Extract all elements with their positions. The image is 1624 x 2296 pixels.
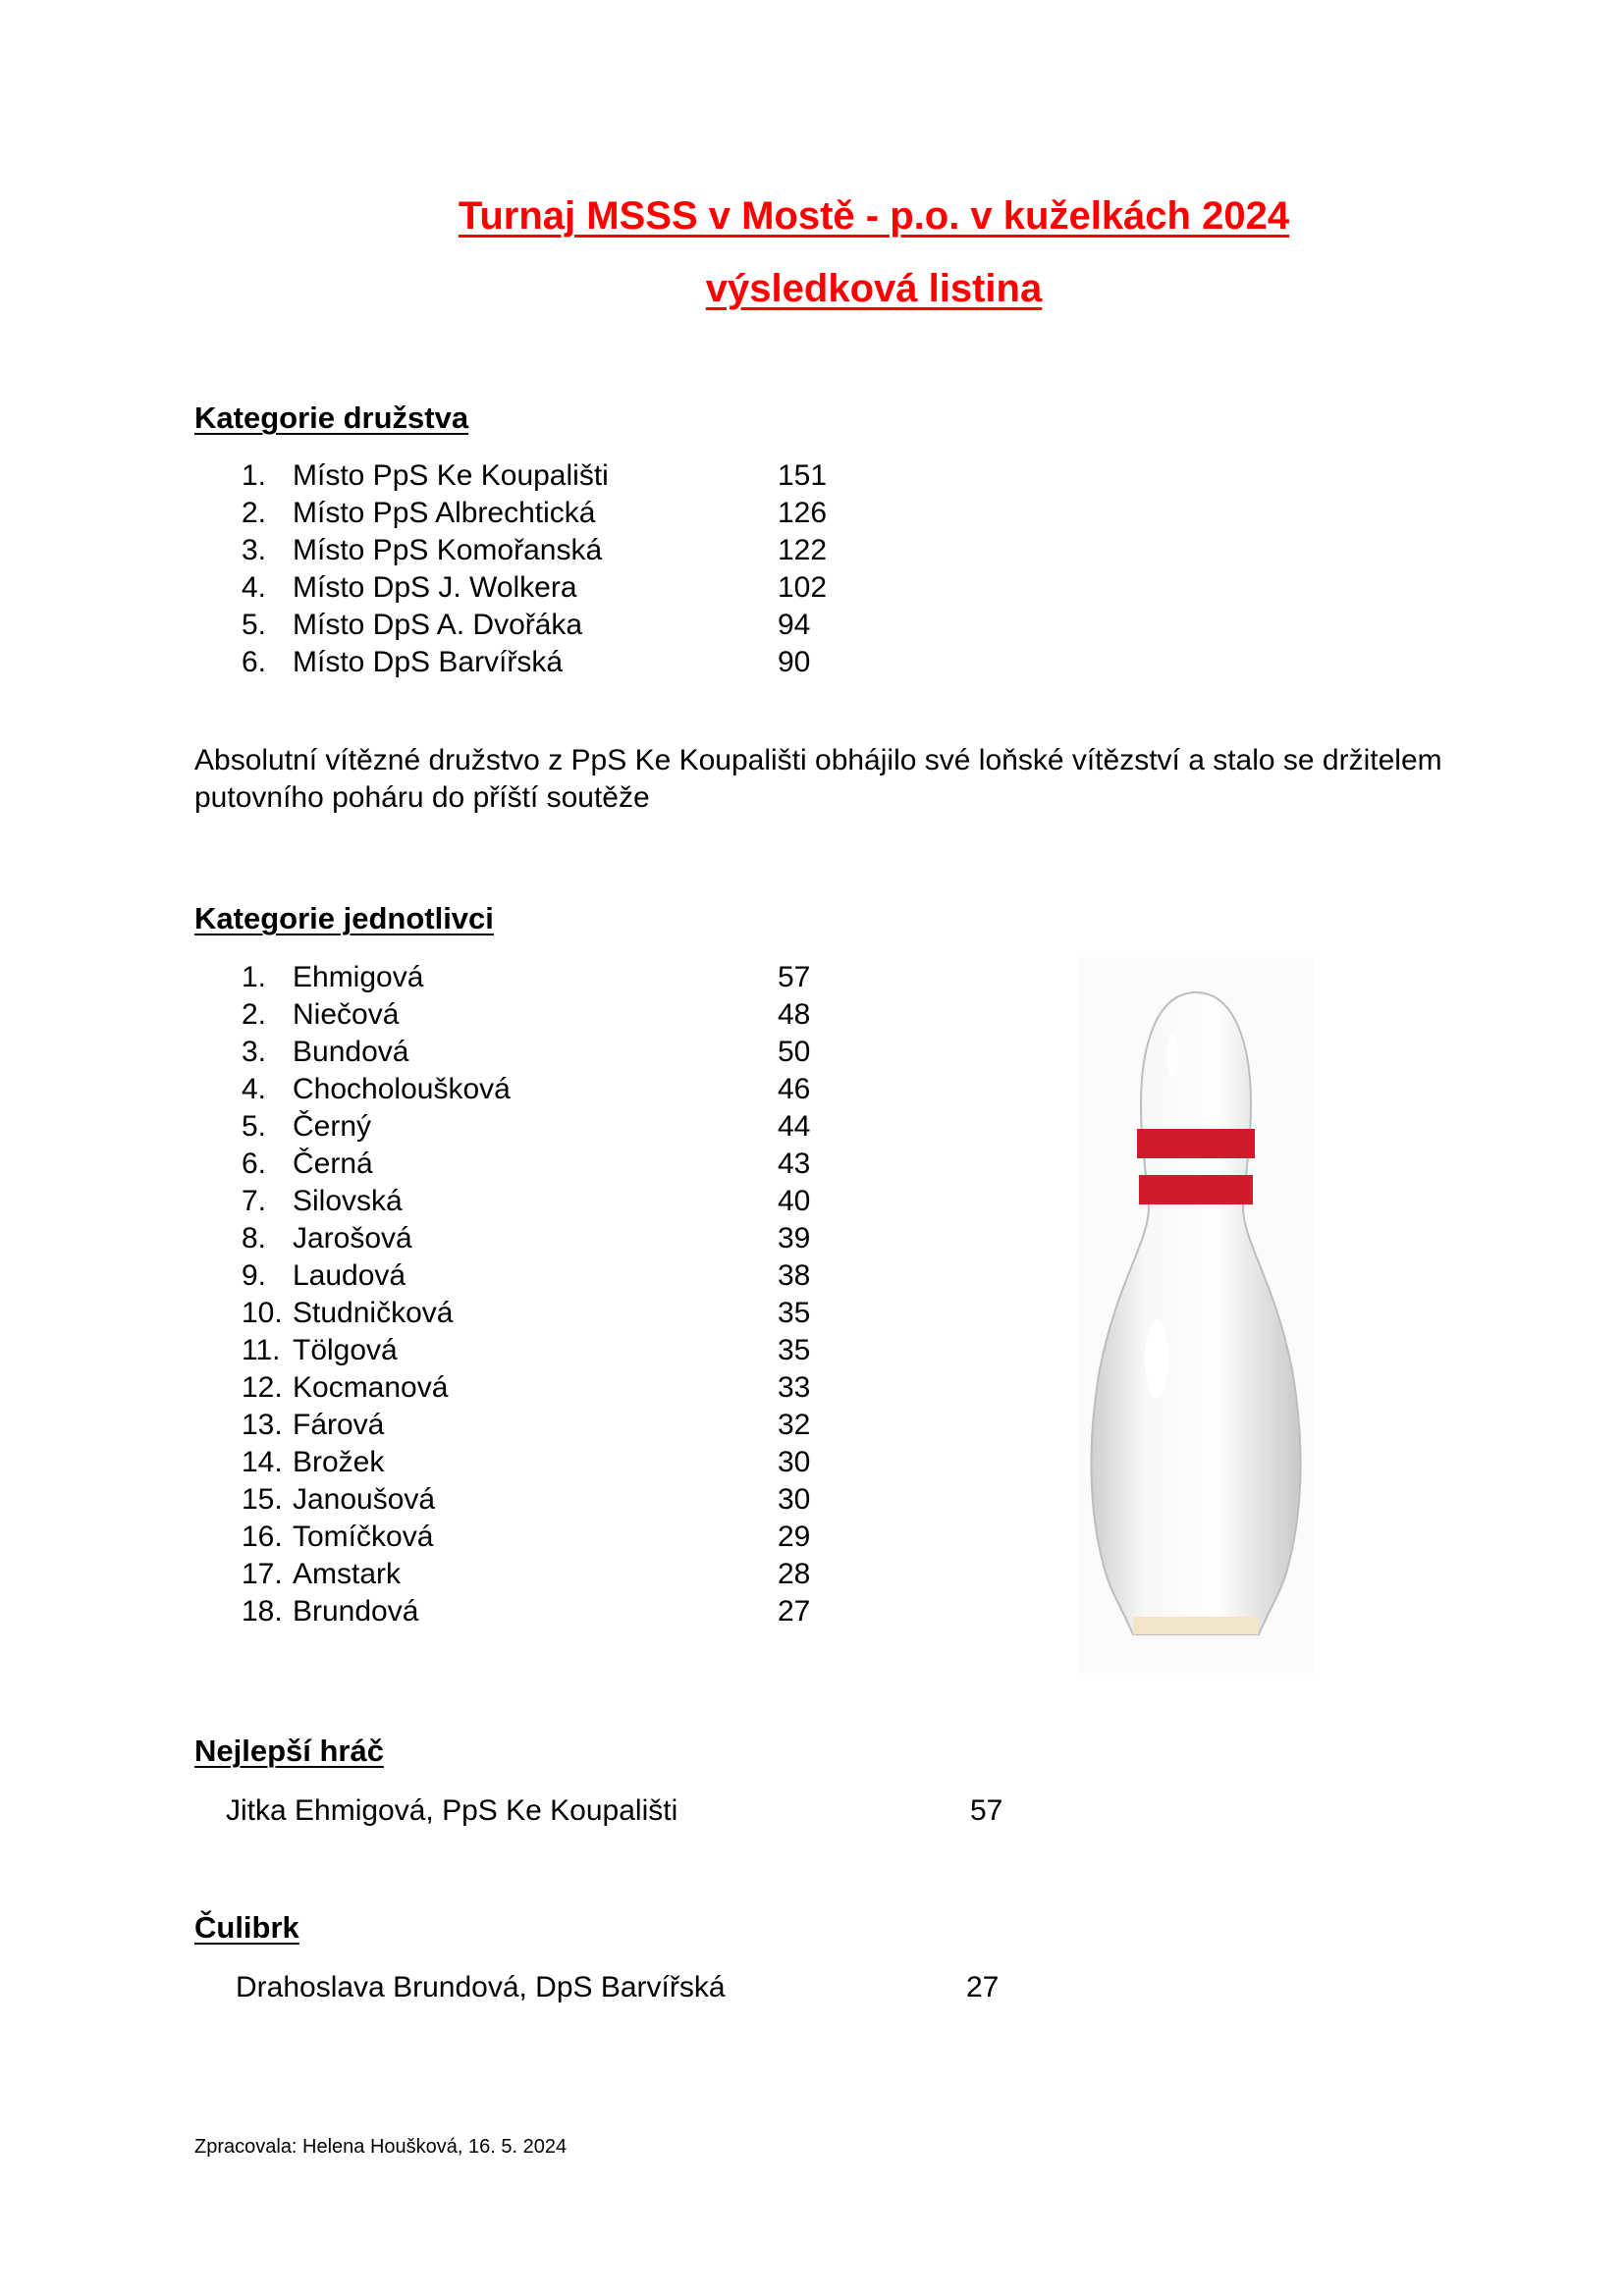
rank-number: 1. [242, 961, 267, 993]
entry-name: Studničková [293, 1297, 454, 1329]
rank-number: 9. [242, 1259, 267, 1292]
rank-number: 4. [242, 1073, 267, 1105]
entry-score: 38 [778, 1259, 811, 1292]
entry-score: 28 [778, 1558, 811, 1590]
entry-score: 94 [778, 609, 811, 641]
entry-score: 35 [778, 1334, 811, 1366]
individuals-heading: Kategorie jednotlivci [194, 901, 494, 935]
rank-number: 2. [242, 497, 267, 529]
page-title: Turnaj MSSS v Mostě - p.o. v kuželkách 2024 [458, 194, 1290, 238]
entry-name: Silovská [293, 1185, 403, 1217]
entry-name: Amstark [293, 1558, 402, 1590]
entry-name: Kocmanová [293, 1371, 449, 1404]
entry-score: 50 [778, 1036, 811, 1068]
entry-name: Místo PpS Komořanská [293, 534, 603, 566]
winner-note: Absolutní vítězné družstvo z PpS Ke Koupališti obhájilo své loňské vítězství a stalo se držitelem putovního poháru do příští soutěže [194, 744, 1442, 814]
pin-stripe-bottom [1139, 1175, 1253, 1204]
entry-name: Místo DpS J. Wolkera [293, 571, 577, 604]
rank-number: 10. [242, 1297, 283, 1329]
best-player-score: 57 [970, 1794, 1003, 1827]
rank-number: 18. [242, 1595, 283, 1628]
entry-name: Černý [293, 1110, 372, 1143]
entry-score: 40 [778, 1185, 811, 1217]
entry-name: Fárová [293, 1409, 385, 1441]
rank-number: 13. [242, 1409, 283, 1441]
rank-number: 8. [242, 1222, 267, 1255]
entry-score: 151 [778, 459, 828, 492]
rank-number: 11. [242, 1334, 281, 1366]
entry-score: 126 [778, 497, 828, 529]
entry-name: Černá [293, 1148, 373, 1180]
rank-number: 17. [242, 1558, 283, 1590]
rank-number: 2. [242, 998, 267, 1031]
rank-number: 6. [242, 646, 267, 678]
entry-score: 35 [778, 1297, 811, 1329]
entry-name: Laudová [293, 1259, 406, 1292]
rank-number: 15. [242, 1483, 283, 1516]
entry-name: Niečová [293, 998, 400, 1031]
entry-score: 46 [778, 1073, 811, 1105]
entry-score: 27 [778, 1595, 811, 1628]
entry-score: 29 [778, 1521, 811, 1553]
footer-note: Zpracovala: Helena Houšková, 16. 5. 2024 [194, 2136, 568, 2158]
rank-number: 16. [242, 1521, 283, 1553]
entry-score: 122 [778, 534, 828, 566]
rank-number: 3. [242, 1036, 267, 1068]
rank-number: 6. [242, 1148, 267, 1180]
rank-number: 12. [242, 1371, 283, 1404]
entry-score: 30 [778, 1446, 811, 1478]
entry-score: 43 [778, 1148, 811, 1180]
entry-name: Janoušová [293, 1483, 436, 1516]
bowling-pin-icon [1078, 957, 1314, 1674]
entry-name: Bundová [293, 1036, 409, 1068]
entry-score: 48 [778, 998, 811, 1031]
entry-score: 32 [778, 1409, 811, 1441]
rank-number: 3. [242, 534, 267, 566]
entry-score: 33 [778, 1371, 811, 1404]
rank-number: 5. [242, 1110, 267, 1143]
pin-stripe-top [1137, 1129, 1255, 1158]
entry-name: Ehmigová [293, 961, 424, 993]
entry-name: Místo DpS Barvířská [293, 646, 564, 678]
entry-name: Brundová [293, 1595, 419, 1628]
entry-name: Brožek [293, 1446, 385, 1478]
entry-score: 39 [778, 1222, 811, 1255]
culibrk-name: Drahoslava Brundová, DpS Barvířská [236, 1971, 726, 2003]
entry-name: Tomíčková [293, 1521, 434, 1553]
teams-heading: Kategorie družstva [194, 400, 469, 435]
culibrk-score: 27 [966, 1971, 1000, 2003]
entry-name: Jarošová [293, 1222, 412, 1255]
rank-number: 1. [242, 459, 267, 492]
entry-score: 102 [778, 571, 828, 604]
entry-name: Místo PpS Albrechtická [293, 497, 596, 529]
entry-score: 90 [778, 646, 811, 678]
entry-name: Tölgová [293, 1334, 398, 1366]
page-subtitle: výsledková listina [705, 267, 1043, 310]
entry-score: 44 [778, 1110, 811, 1143]
entry-score: 57 [778, 961, 811, 993]
rank-number: 14. [242, 1446, 283, 1478]
best-player-heading: Nejlepší hráč [194, 1734, 384, 1768]
best-player-name: Jitka Ehmigová, PpS Ke Koupališti [226, 1794, 678, 1827]
entry-score: 30 [778, 1483, 811, 1516]
culibrk-heading: Čulibrk [194, 1910, 299, 1945]
entry-name: Místo PpS Ke Koupališti [293, 459, 609, 492]
entry-name: Chocholoušková [293, 1073, 511, 1105]
rank-number: 7. [242, 1185, 267, 1217]
rank-number: 4. [242, 571, 267, 604]
entry-name: Místo DpS A. Dvořáka [293, 609, 583, 641]
rank-number: 5. [242, 609, 267, 641]
